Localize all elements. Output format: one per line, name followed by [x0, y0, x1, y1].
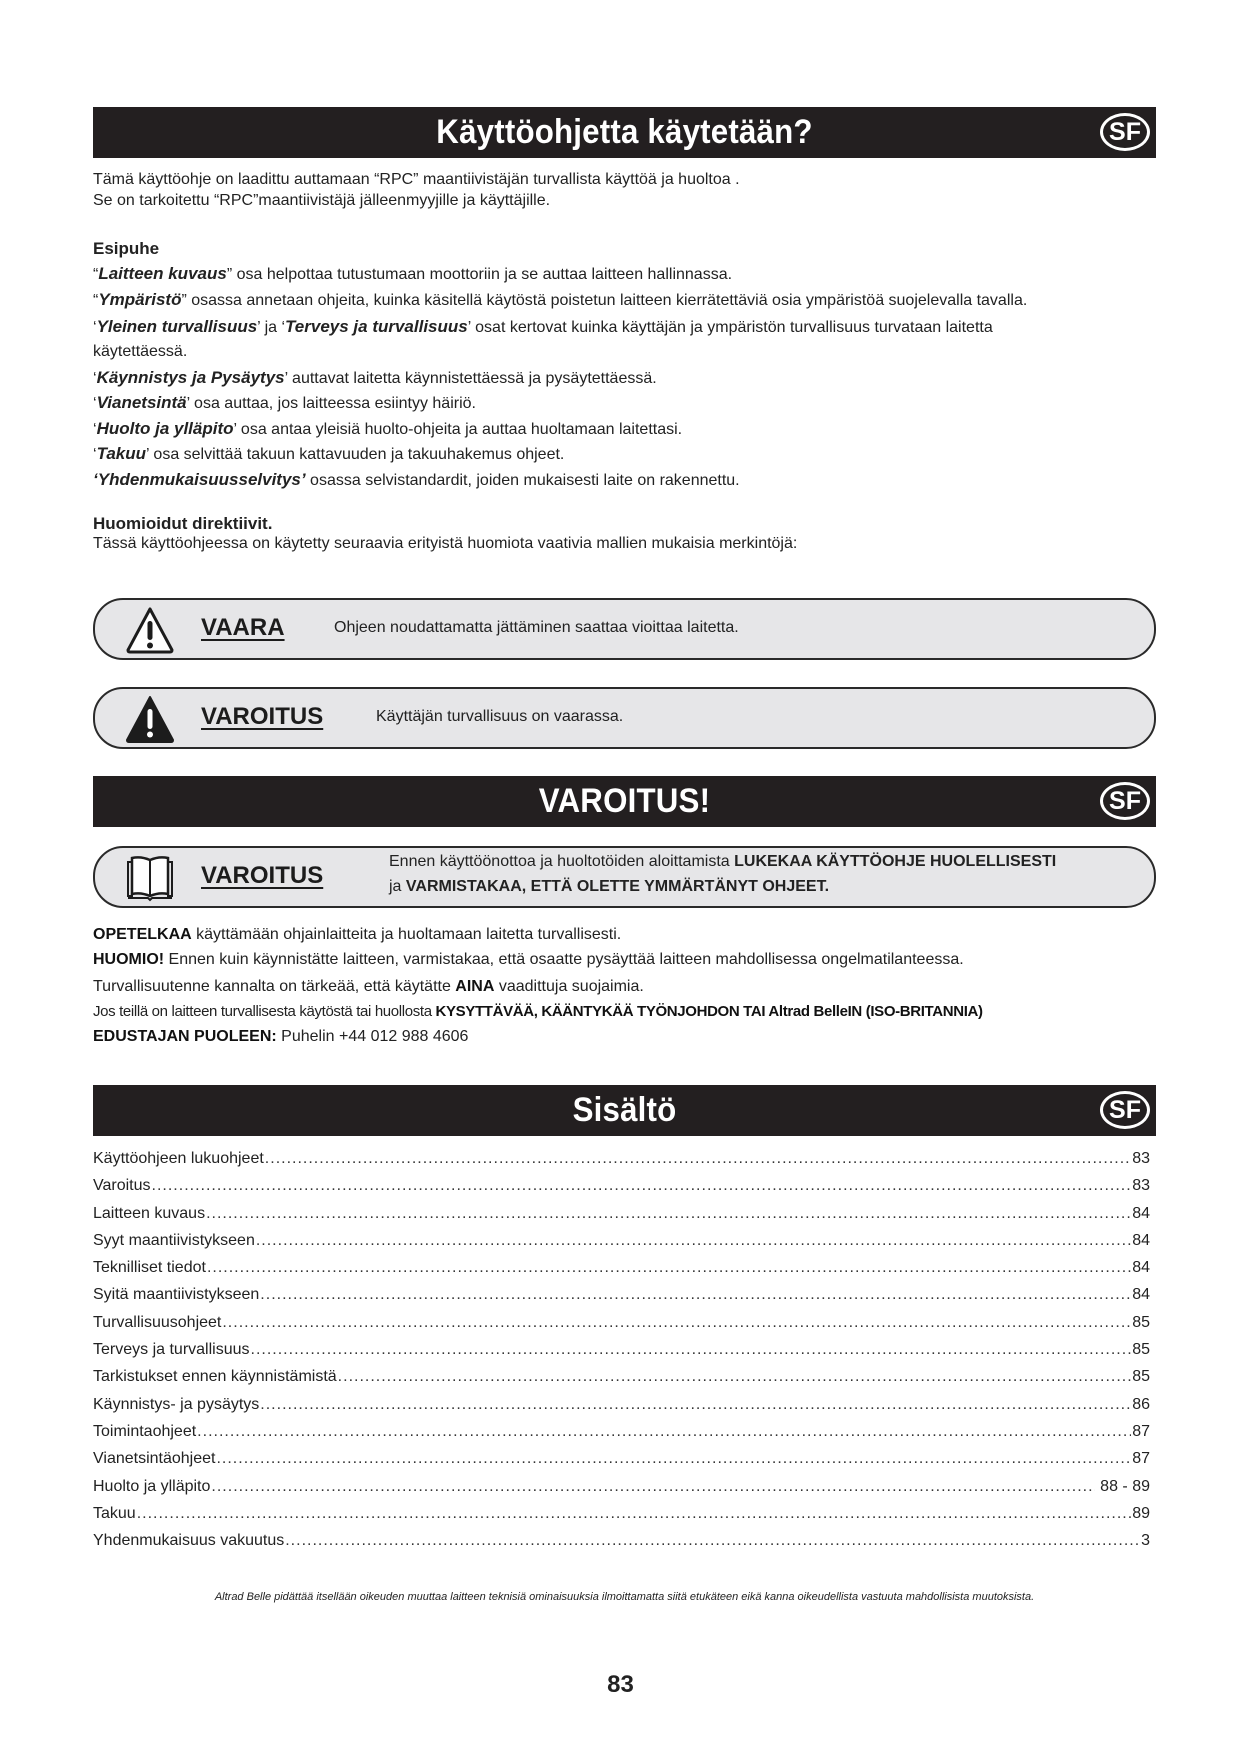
toc-title: Varoitus — [93, 1177, 151, 1195]
notice-message-line-1 — [389, 850, 1056, 874]
quote: ’ — [146, 446, 149, 463]
toc-leader — [265, 1150, 1131, 1168]
language-badge-sf-icon: SF — [1100, 782, 1150, 820]
toc-leader — [338, 1368, 1132, 1386]
preface-term: Vianetsintä — [96, 393, 187, 412]
toc-entry[interactable] — [93, 1532, 1150, 1559]
toc-leader — [211, 1478, 1094, 1496]
toc-leader — [260, 1286, 1131, 1304]
notice-danger — [93, 598, 1156, 660]
quote: ‘ — [93, 319, 97, 336]
preface-item-conformity — [93, 470, 740, 491]
toc-entry[interactable] — [93, 1368, 1150, 1395]
plain-text: Ennen käyttöönottoa ja huoltotöiden aloittamista — [389, 853, 735, 870]
preface-term: Huolto ja ylläpito — [96, 419, 234, 438]
warning-line-note — [93, 950, 964, 970]
language-badge-sf-icon: SF — [1100, 113, 1150, 151]
toc-leader — [206, 1205, 1131, 1223]
toc-entry[interactable] — [93, 1423, 1150, 1450]
warning-filled-icon — [125, 695, 175, 743]
preface-item-maintenance — [93, 419, 682, 440]
warning-line-contact — [93, 1002, 983, 1022]
toc-page: 87 — [1132, 1422, 1150, 1440]
bold-text: LUKEKAA KÄYTTÖOHJE HUOLELLISESTI — [734, 853, 1057, 870]
preface-item-start-stop — [93, 368, 657, 389]
toc-leader — [256, 1232, 1131, 1250]
quote: ” — [181, 292, 187, 309]
intro-line-1: Tämä käyttöohje on laadittu auttamaan “RPC” maantiivistäjän turvallista käyttöä ja huoltoa . — [93, 171, 740, 188]
toc-entry[interactable] — [93, 1505, 1150, 1532]
bold-text: AINA — [455, 978, 495, 995]
preface-term: Takuu — [96, 444, 146, 463]
toc-leader — [152, 1177, 1132, 1195]
notice-message: Käyttäjän turvallisuus on vaarassa. — [376, 708, 624, 725]
toc-entry[interactable] — [93, 1259, 1150, 1286]
quote: ’ — [186, 395, 190, 412]
preface-heading: Esipuhe — [93, 239, 160, 258]
quote: ‘ — [93, 446, 97, 463]
directives-heading: Huomioidut direktiivit. — [93, 514, 273, 533]
section-title: Käyttöohjetta käytetään? — [436, 113, 813, 151]
quote: ‘ — [93, 470, 98, 489]
preface-term: Yleinen turvallisuus — [96, 317, 258, 336]
toc-title: Teknilliset tiedot — [93, 1259, 206, 1277]
preface-item-environment — [93, 290, 1027, 311]
section-title: Sisältö — [572, 1091, 677, 1129]
section-banner-contents — [93, 1085, 1156, 1136]
toc-title: Syitä maantiivistykseen — [93, 1286, 260, 1304]
preface-desc: osa antaa yleisiä huolto-ohjeita ja auttaa huoltamaan laitettasi. — [236, 421, 683, 438]
directives-text: Tässä käyttöohjeessa on käytetty seuraavia erityistä huomiota vaativia mallien mukaisia merkintöjä: — [93, 535, 798, 552]
toc-entry[interactable] — [93, 1205, 1150, 1232]
preface-conj: ja ‘ — [260, 319, 286, 336]
plain-text: Jos teillä on laitteen turvallisesta käytöstä tai huollosta — [93, 1003, 436, 1020]
quote: ’ — [284, 370, 288, 387]
toc-leader — [260, 1396, 1131, 1414]
toc-leader — [251, 1341, 1132, 1359]
toc-page: 83 — [1132, 1177, 1150, 1195]
warning-line-learn — [93, 925, 621, 945]
preface-item-safety-cont: käytettäessä. — [93, 343, 188, 360]
quote: ‘ — [93, 421, 97, 438]
section-banner-how-to-use — [93, 107, 1156, 158]
bold-text: VARMISTAKAA, ETTÄ OLETTE YMMÄRTÄNYT OHJEET. — [405, 878, 830, 895]
toc-title: Huolto ja ylläpito — [93, 1477, 211, 1495]
toc-entry[interactable] — [93, 1177, 1150, 1204]
notice-label: VAROITUS — [201, 862, 324, 889]
toc-entry[interactable] — [93, 1232, 1150, 1259]
quote: ‘ — [93, 395, 97, 412]
table-of-contents — [93, 1150, 1150, 1559]
preface-desc: osassa annetaan ohjeita, kuinka käsitellä käytöstä poistetun laitteen kierrätettäviä osia ympäristöä suojelevalla tavalla. — [186, 292, 1028, 309]
preface-item-device-description — [93, 264, 732, 285]
toc-page: 88 - 89 — [1095, 1477, 1150, 1495]
toc-page: 84 — [1132, 1204, 1150, 1222]
plain-text: Turvallisuutenne kannalta on tärkeää, että käytätte — [93, 978, 456, 995]
toc-page: 84 — [1132, 1259, 1150, 1277]
quote: ” — [226, 266, 233, 283]
intro-line-2: Se on tarkoitettu “RPC”maantiivistäjä jälleenmyyjille ja käyttäjille. — [93, 192, 551, 209]
quote: “ — [93, 292, 99, 309]
bold-text: EDUSTAJAN PUOLEEN: — [93, 1028, 277, 1045]
plain-text: Puhelin +44 012 988 4606 — [276, 1028, 469, 1045]
toc-title: Syyt maantiivistykseen — [93, 1231, 255, 1249]
preface-desc: osa auttaa, jos laitteessa esiintyy häiriö. — [189, 395, 476, 412]
toc-title: Toimintaohjeet — [93, 1422, 197, 1440]
toc-entry[interactable] — [93, 1450, 1150, 1477]
toc-page: 3 — [1141, 1532, 1150, 1550]
preface-term: Laitteen kuvaus — [98, 264, 227, 283]
notice-read-manual — [93, 846, 1156, 908]
toc-entry[interactable] — [93, 1341, 1150, 1368]
toc-entry[interactable] — [93, 1150, 1150, 1177]
preface-desc: osa helpottaa tutustumaan moottoriin ja se auttaa laitteen hallinnassa. — [232, 266, 733, 283]
preface-term: Ympäristö — [98, 290, 182, 309]
preface-item-troubleshooting — [93, 393, 476, 414]
quote: ’ — [467, 319, 471, 336]
toc-leader — [222, 1314, 1131, 1332]
quote: ’ — [233, 421, 237, 438]
notice-warning — [93, 687, 1156, 749]
plain-text: käyttämään ohjainlaitteita ja huoltamaan laitetta turvallisesti. — [191, 926, 622, 943]
quote: “ — [93, 266, 99, 283]
warning-line-phone — [93, 1027, 468, 1047]
notice-message-line-2 — [389, 875, 829, 899]
toc-title: Tarkistukset ennen käynnistämistä — [93, 1368, 337, 1386]
toc-entry[interactable] — [93, 1314, 1150, 1341]
preface-term: Terveys ja turvallisuus — [285, 317, 468, 336]
toc-page: 86 — [1132, 1395, 1150, 1413]
plain-text: vaadittuja suojaimia. — [494, 978, 644, 995]
bold-text: HUOMIO! — [93, 951, 165, 968]
toc-page: 84 — [1132, 1231, 1150, 1249]
quote: ’ — [300, 470, 306, 489]
toc-leader — [137, 1505, 1132, 1523]
toc-title: Vianetsintäohjeet — [93, 1450, 216, 1468]
toc-page: 89 — [1132, 1504, 1150, 1522]
toc-page: 85 — [1132, 1368, 1150, 1386]
page-number: 83 — [607, 1671, 634, 1698]
bold-text: KYSYTTÄVÄÄ, KÄÄNTYKÄÄ TYÖNJOHDON TAI Altrad BelleIN (ISO-BRITANNIA) — [435, 1003, 983, 1020]
preface-desc: auttavat laitetta käynnistettäessä ja pysäytettäessä. — [287, 370, 657, 387]
toc-leader — [285, 1532, 1140, 1550]
section-banner-warning — [93, 776, 1156, 827]
toc-entry[interactable] — [93, 1286, 1150, 1313]
toc-page: 84 — [1132, 1286, 1150, 1304]
warning-line-ppe — [93, 977, 644, 997]
preface-desc: osa selvittää takuun kattavuuden ja takuuhakemus ohjeet. — [148, 446, 565, 463]
toc-title: Turvallisuusohjeet — [93, 1313, 222, 1331]
toc-title: Terveys ja turvallisuus — [93, 1341, 250, 1359]
notice-label: VAARA — [201, 614, 285, 641]
toc-title: Takuu — [93, 1504, 136, 1522]
preface-term: Yhdenmukaisuusselvitys — [97, 470, 301, 489]
toc-entry[interactable] — [93, 1478, 1150, 1505]
toc-leader — [216, 1450, 1131, 1468]
preface-item-warranty — [93, 444, 564, 465]
toc-entry[interactable] — [93, 1396, 1150, 1423]
preface-desc: osassa selvistandardit, joiden mukaisesti laite on rakennettu. — [305, 472, 740, 489]
toc-page: 87 — [1132, 1450, 1150, 1468]
toc-title: Käyttöohjeen lukuohjeet — [93, 1150, 264, 1167]
toc-title: Yhdenmukaisuus vakuutus — [93, 1532, 285, 1550]
language-badge-sf-icon: SF — [1100, 1091, 1150, 1129]
bold-text: OPETELKAA — [93, 926, 192, 943]
section-title: VAROITUS! — [538, 782, 711, 820]
notice-message: Ohjeen noudattamatta jättäminen saattaa vioittaa laitetta. — [334, 619, 739, 636]
plain-text: ja — [389, 878, 406, 895]
toc-page: 85 — [1132, 1341, 1150, 1359]
quote: ‘ — [93, 370, 97, 387]
toc-page: 83 — [1132, 1150, 1150, 1167]
toc-title: Käynnistys- ja pysäytys — [93, 1395, 260, 1413]
preface-term: Käynnistys ja Pysäytys — [96, 368, 285, 387]
warning-outline-icon — [125, 606, 175, 654]
disclaimer: Altrad Belle pidättää itsellään oikeuden muuttaa laitteen teknisiä ominaisuuksia ilmoittamatta siitä etukäteen eikä kanna oikeudellista vastuuta mahdollisista muutoksista. — [214, 1591, 1035, 1603]
preface-item-safety — [93, 317, 993, 338]
toc-title: Laitteen kuvaus — [93, 1204, 206, 1222]
toc-leader — [207, 1259, 1131, 1277]
plain-text: Ennen kuin käynnistätte laitteen, varmistakaa, että osaatte pysäyttää laitteen mahdollisessa ongelmatilanteessa. — [164, 951, 964, 968]
toc-page: 85 — [1132, 1313, 1150, 1331]
book-icon — [125, 854, 175, 902]
toc-leader — [197, 1423, 1131, 1441]
notice-label: VAROITUS — [201, 703, 324, 730]
quote: ’ — [257, 319, 261, 336]
preface-desc: osat kertovat kuinka käyttäjän ja ympäristön turvallisuus turvataan laitetta — [470, 319, 993, 336]
